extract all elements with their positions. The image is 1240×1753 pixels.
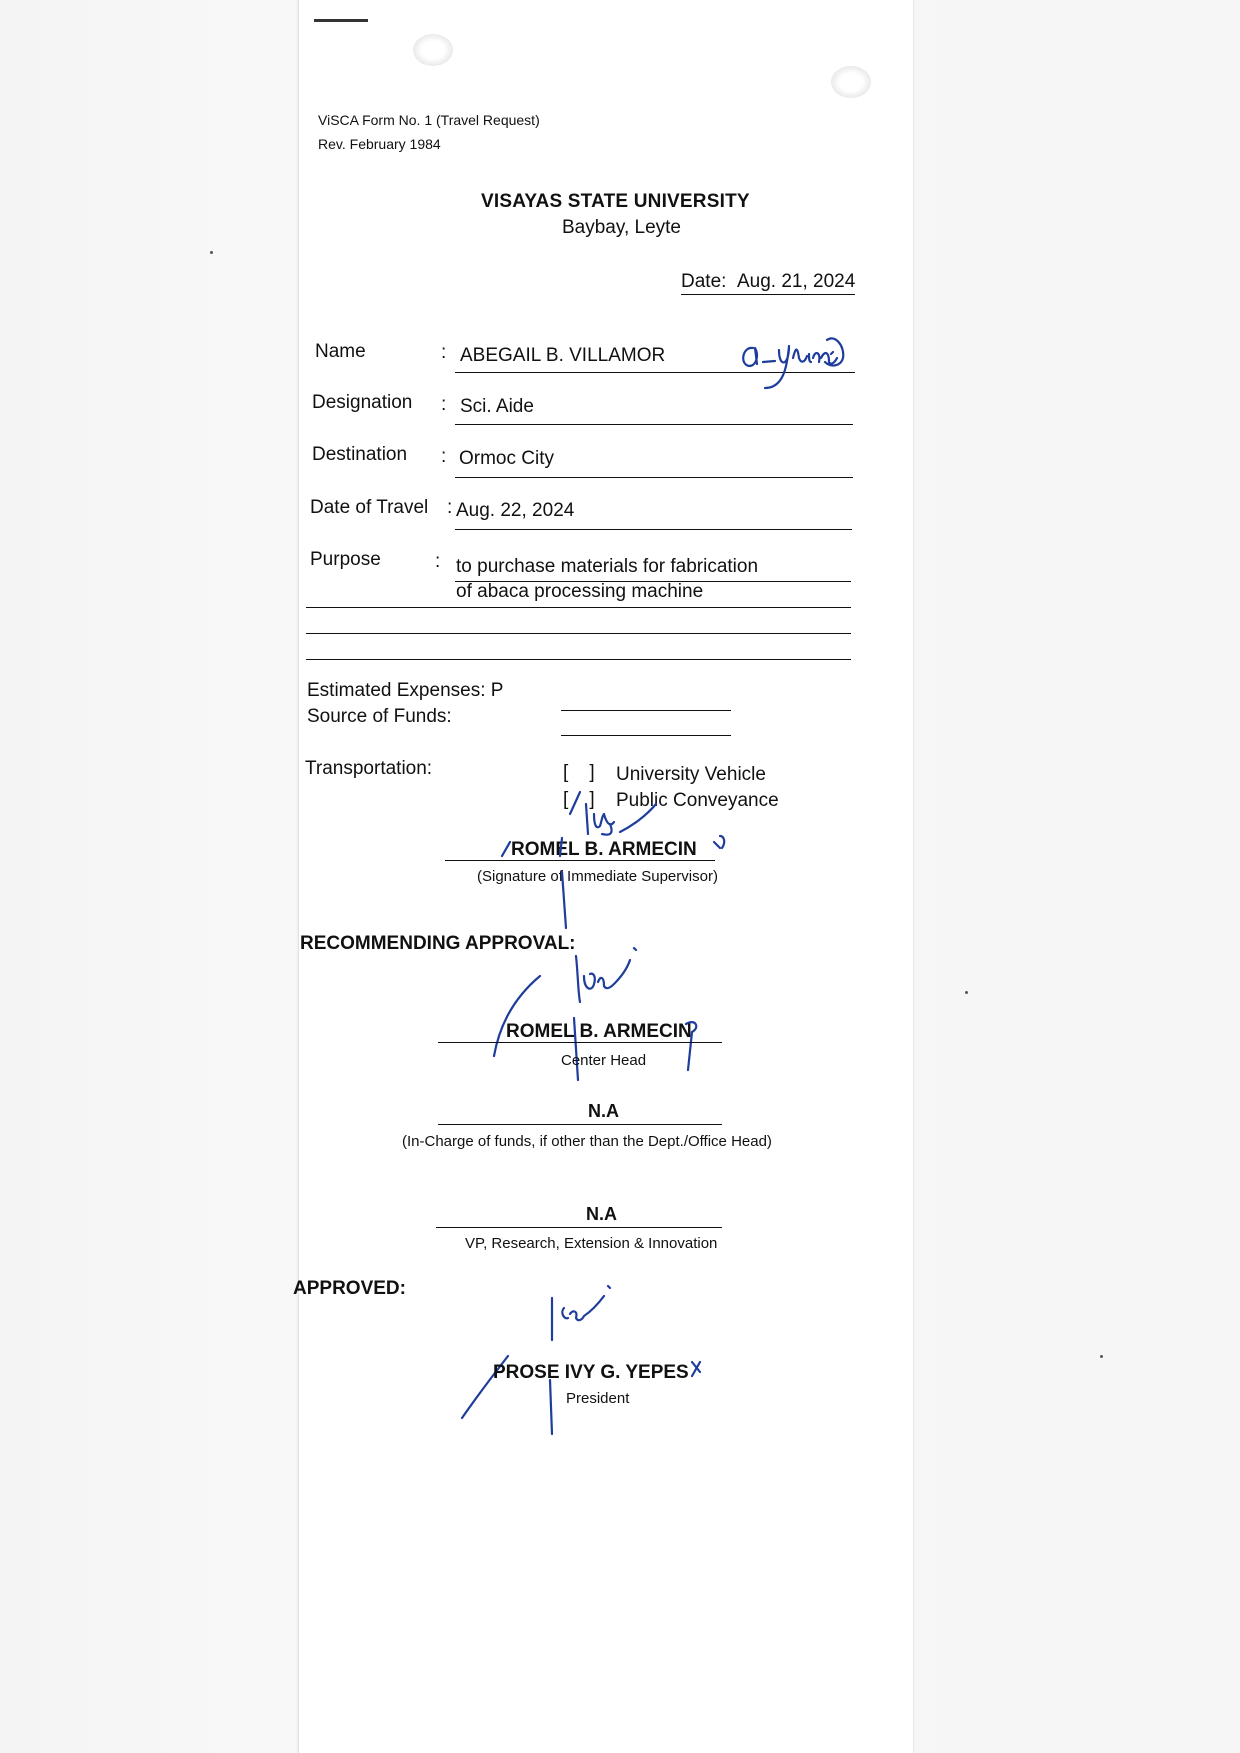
purpose-label: Purpose xyxy=(310,549,381,570)
designation-label: Designation xyxy=(312,392,413,413)
source-of-funds-label: Source of Funds: xyxy=(307,706,452,727)
university-vehicle-label: University Vehicle xyxy=(616,764,766,785)
form-number: ViSCA Form No. 1 (Travel Request) xyxy=(318,112,540,128)
source-of-funds-line xyxy=(561,735,731,736)
punch-hole-left xyxy=(413,34,453,66)
university-name: VISAYAS STATE UNIVERSITY xyxy=(481,191,750,212)
request-date xyxy=(681,271,855,293)
center-head-role: Center Head xyxy=(561,1052,647,1069)
approved-heading: APPROVED: xyxy=(293,1278,406,1299)
supervisor-signature-strokes xyxy=(500,832,750,932)
supervisor-role: (Signature of Immediate Supervisor) xyxy=(477,868,718,885)
designation-value: Sci. Aide xyxy=(460,396,534,417)
university-vehicle-checkbox: [ ] xyxy=(563,762,595,783)
purpose-colon: : xyxy=(435,551,441,572)
recommending-approval-heading: RECOMMENDING APPROVAL: xyxy=(300,933,576,954)
date-value: Aug. 21, 2024 xyxy=(736,271,856,292)
purpose-line-2: of abaca processing machine xyxy=(456,581,704,602)
travel-date-label: Date of Travel xyxy=(310,497,429,518)
vp-line xyxy=(436,1227,722,1228)
scan-speck xyxy=(210,251,213,254)
public-conveyance-checkbox: [ ] xyxy=(563,789,595,810)
funds-in-charge-line xyxy=(438,1124,722,1125)
vp-name: N.A xyxy=(586,1204,617,1224)
supervisor-name: ROMEL B. ARMECIN xyxy=(511,839,697,860)
purpose-line-1: to purchase materials for fabrication xyxy=(456,556,759,577)
university-location: Baybay, Leyte xyxy=(562,217,682,238)
travel-date-colon: : xyxy=(447,497,453,518)
center-head-name: ROMEL B. ARMECIN xyxy=(506,1021,692,1042)
scan-speck xyxy=(965,991,968,994)
applicant-signature xyxy=(735,328,865,398)
purpose-rule-2 xyxy=(306,607,851,608)
destination-colon: : xyxy=(441,446,447,467)
destination-line xyxy=(455,477,853,478)
purpose-rule-3 xyxy=(306,633,851,634)
designation-line xyxy=(455,424,853,425)
designation-colon: : xyxy=(441,394,447,415)
top-mark xyxy=(314,19,368,22)
destination-label: Destination xyxy=(312,444,408,465)
name-label: Name xyxy=(315,341,366,362)
sheet-left-edge xyxy=(298,0,299,1753)
estimated-expenses-label: Estimated Expenses: P xyxy=(307,680,504,701)
funds-in-charge-name: N.A xyxy=(588,1101,619,1121)
vp-role: VP, Research, Extension & Innovation xyxy=(465,1235,718,1252)
form-revision: Rev. February 1984 xyxy=(318,136,441,152)
punch-hole-right xyxy=(831,66,871,98)
president-role: President xyxy=(566,1390,630,1407)
name-value: ABEGAIL B. VILLAMOR xyxy=(460,345,666,366)
date-label: Date: xyxy=(681,271,727,292)
scan-speck xyxy=(1100,1355,1103,1358)
purpose-rule-4 xyxy=(306,659,851,660)
public-conveyance-label: Public Conveyance xyxy=(616,790,779,811)
travel-date-line xyxy=(455,529,852,530)
funds-in-charge-role: (In-Charge of funds, if other than the Dept./Office Head) xyxy=(402,1133,772,1150)
president-name: PROSE IVY G. YEPES xyxy=(493,1362,689,1383)
travel-date-value: Aug. 22, 2024 xyxy=(456,500,575,521)
sheet-right-edge xyxy=(913,0,914,1753)
transportation-label: Transportation: xyxy=(305,758,433,779)
estimated-expenses-line xyxy=(561,710,731,711)
destination-value: Ormoc City xyxy=(459,448,554,469)
name-colon: : xyxy=(441,342,447,363)
